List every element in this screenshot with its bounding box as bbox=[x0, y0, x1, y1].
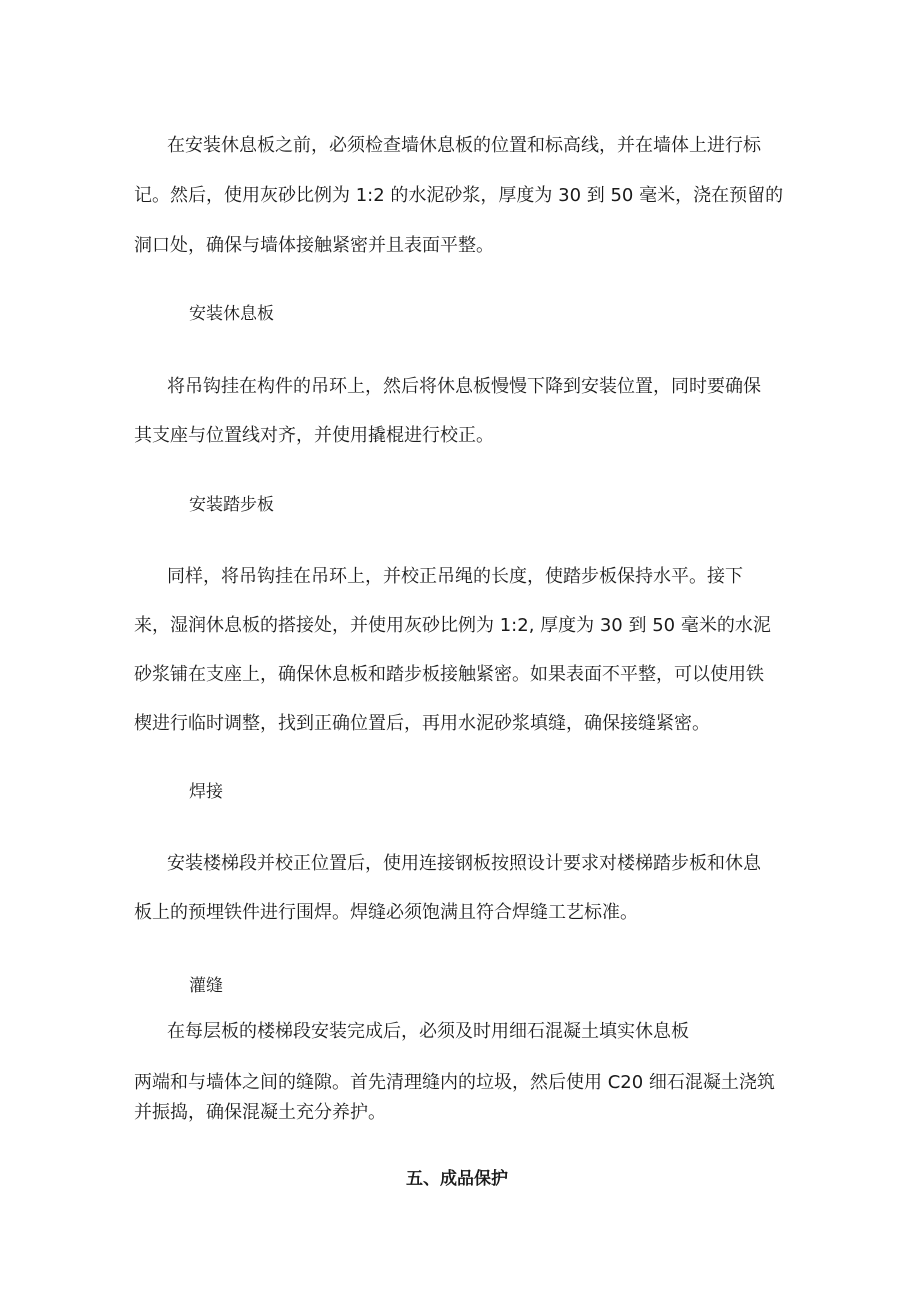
paragraph-line: 安装楼梯段并校正位置后，使用连接钢板按照设计要求对楼梯踏步板和休息 bbox=[167, 853, 761, 874]
paragraph-line: 在安装休息板之前，必须检查墙休息板的位置和标高线，并在墙体上进行标 bbox=[167, 135, 761, 156]
section-title-finished-product-protection: 五、成品保护 bbox=[406, 1169, 508, 1189]
subheading-install-tread-slab: 安装踏步板 bbox=[189, 495, 274, 515]
subheading-install-landing-slab: 安装休息板 bbox=[189, 304, 274, 324]
paragraph-line: 板上的预埋铁件进行围焊。焊缝必须饱满且符合焊缝工艺标准。 bbox=[134, 902, 638, 923]
subheading-grouting: 灌缝 bbox=[189, 976, 223, 996]
paragraph-line: 洞口处，确保与墙体接触紧密并且表面平整。 bbox=[134, 235, 494, 256]
paragraph-line: 其支座与位置线对齐，并使用撬棍进行校正。 bbox=[134, 425, 494, 446]
paragraph-line: 记。然后，使用灰砂比例为 1:2 的水泥砂浆，厚度为 30 到 50 毫米，浇在预留的 bbox=[134, 185, 784, 206]
paragraph-line: 在每层板的楼梯段安装完成后，必须及时用细石混凝土填实休息板 bbox=[167, 1021, 689, 1042]
subheading-welding: 焊接 bbox=[189, 782, 223, 802]
paragraph-line: 砂浆铺在支座上，确保休息板和踏步板接触紧密。如果表面不平整，可以使用铁 bbox=[134, 664, 764, 685]
paragraph-line: 来，湿润休息板的搭接处，并使用灰砂比例为 1:2, 厚度为 30 到 50 毫米的水泥 bbox=[134, 615, 771, 636]
paragraph-line: 两端和与墙体之间的缝隙。首先清理缝内的垃圾，然后使用 C20 细石混凝土浇筑 bbox=[134, 1072, 775, 1093]
paragraph-line: 并振捣，确保混凝土充分养护。 bbox=[134, 1102, 386, 1123]
paragraph-line: 将吊钩挂在构件的吊环上，然后将休息板慢慢下降到安装位置，同时要确保 bbox=[167, 376, 761, 397]
paragraph-line: 楔进行临时调整，找到正确位置后，再用水泥砂浆填缝，确保接缝紧密。 bbox=[134, 713, 710, 734]
paragraph-line: 同样，将吊钩挂在吊环上，并校正吊绳的长度，使踏步板保持水平。接下 bbox=[167, 566, 743, 587]
